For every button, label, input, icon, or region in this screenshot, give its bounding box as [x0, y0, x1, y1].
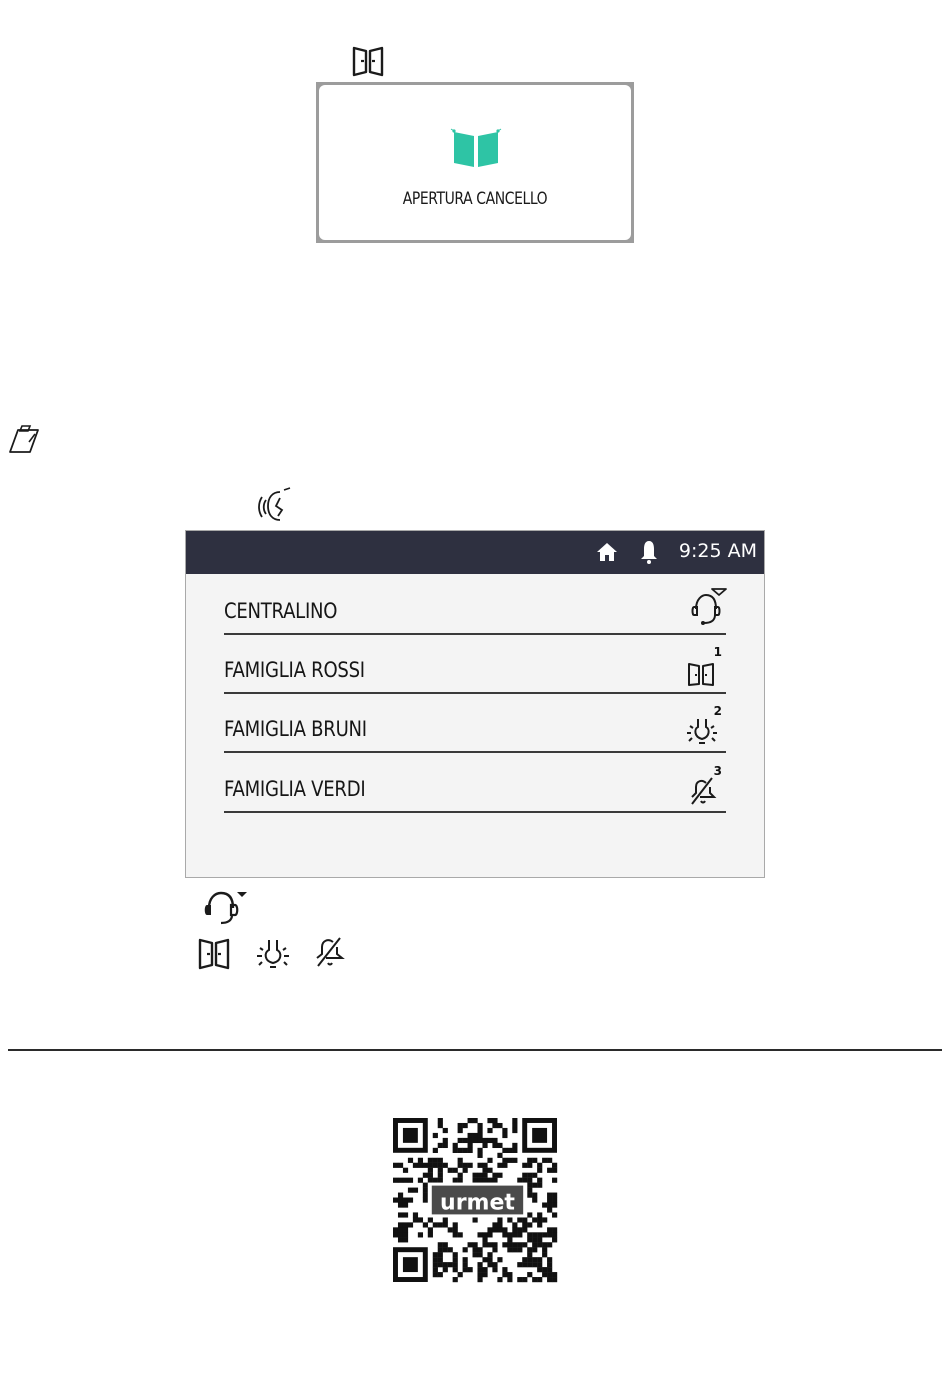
row-badge: 1	[713, 645, 722, 659]
gate-open-icon	[451, 127, 501, 169]
gate-icon	[688, 662, 714, 686]
row-label: FAMIGLIA ROSSI	[224, 658, 365, 682]
gate-open-card[interactable]	[316, 82, 634, 243]
headset-icon	[688, 587, 728, 629]
gate-card-label: APERTURA CANCELLO	[402, 189, 548, 209]
bell-off-icon	[688, 777, 718, 805]
row-label: FAMIGLIA BRUNI	[224, 717, 367, 741]
qr-code[interactable]	[393, 1118, 557, 1282]
bell-icon[interactable]	[640, 540, 658, 564]
gate-icon	[198, 937, 230, 969]
light-bulb-icon	[256, 938, 290, 970]
home-icon[interactable]	[596, 542, 618, 562]
bell-off-icon	[314, 936, 346, 968]
light-bulb-icon	[686, 717, 718, 745]
intercom-screen	[185, 530, 765, 878]
list-item[interactable]	[224, 752, 726, 813]
list-item[interactable]	[224, 692, 726, 753]
note-pad-icon	[8, 424, 40, 454]
gate-icon	[352, 44, 384, 76]
list-item[interactable]	[224, 574, 726, 635]
row-label: FAMIGLIA VERDI	[224, 777, 366, 801]
headset-icon	[203, 888, 247, 926]
status-time: 9:25 AM	[678, 540, 757, 562]
urmet-logo: urmet	[440, 1190, 515, 1216]
status-bar	[186, 531, 764, 574]
row-badge: 3	[713, 764, 722, 778]
list-item[interactable]	[224, 633, 726, 694]
voice-call-icon	[258, 486, 294, 524]
row-label: CENTRALINO	[224, 599, 338, 623]
row-badge: 2	[713, 704, 722, 718]
page-divider	[8, 1049, 942, 1051]
